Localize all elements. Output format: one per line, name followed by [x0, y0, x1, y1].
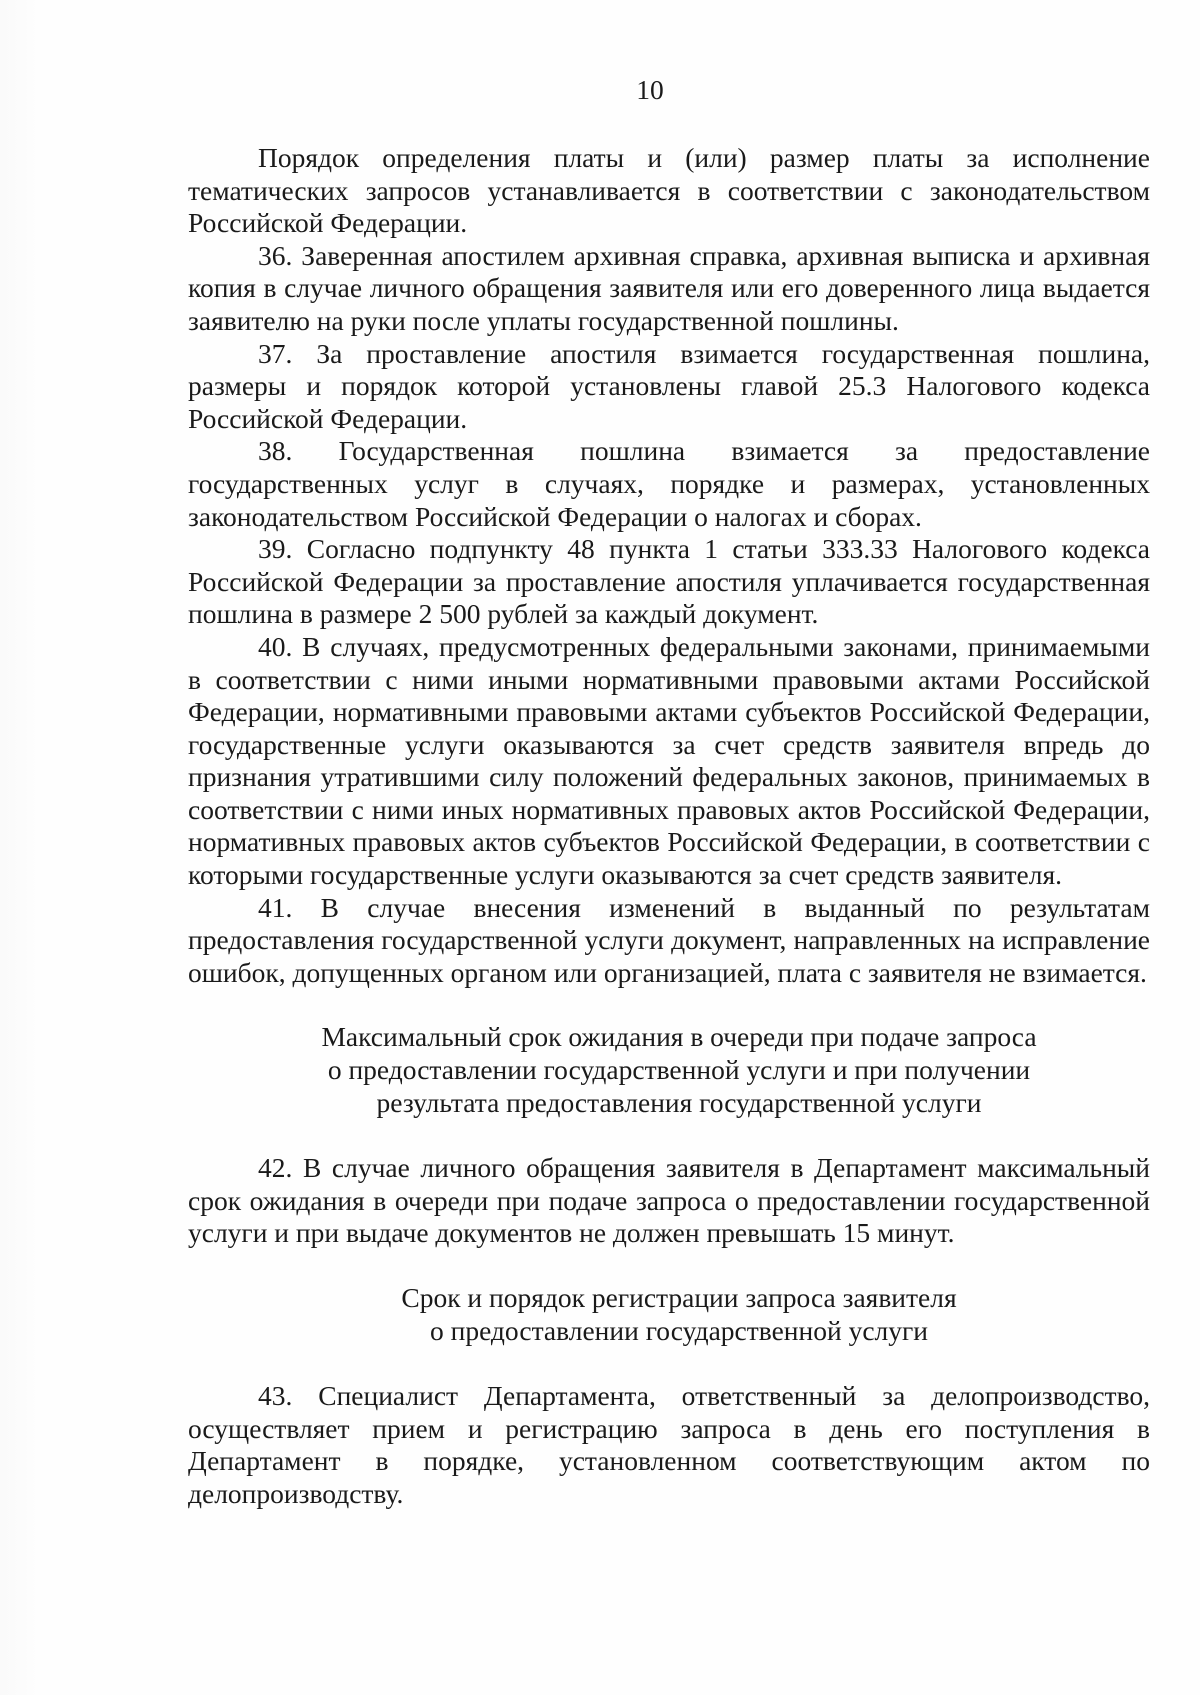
paragraph-39: 39. Согласно подпункту 48 пункта 1 статьи 333.33 Налогового кодекса Российской Федерации за проставление апостиля уплачивается государственная пошлина в размере 2 500 рублей за каждый документ. [188, 533, 1150, 630]
paragraph-41: 41. В случае внесения изменений в выданный по результатам предоставления государственной услуги документ, направленных на исправление ошибок, допущенных органом или организацией, плата с заявителя не взимается. [188, 891, 1150, 988]
paragraph-38: 38. Государственная пошлина взимается за предоставление государственных услуг в случаях, порядке и размерах, установленных законодательством Российской Федерации о налогах и сборах. [188, 435, 1150, 532]
page-number: 10 [636, 74, 664, 105]
paragraph-40: 40. В случаях, предусмотренных федеральными законами, принимаемыми в соответствии с ними иными нормативными правовыми актами Российской Федерации, нормативными правовыми актами субъектов Российской Федерации, государственные услуги оказываются за счет средств заявителя впредь до признания утратившими силу положений федеральных законов, принимаемых в соответствии с ними иных нормативных правовых актов Российской Федерации, нормативных правовых актов субъектов Российской Федерации, в соответствии с которыми государственные услуги оказываются за счет средств заявителя. [188, 630, 1150, 891]
paragraph-36: 36. Заверенная апостилем архивная справка, архивная выписка и архивная копия в случае личного обращения заявителя или его доверенного лица выдается заявителю на руки после уплаты государственной пошлины. [188, 239, 1150, 336]
paragraph-43: 43. Специалист Департамента, ответственный за делопроизводство, осуществляет прием и регистрацию запроса в день его поступления в Департамент в порядке, установленном соответствующим актом по делопроизводству. [188, 1380, 1150, 1509]
scan-edge-shadow [0, 0, 40, 1695]
paragraph-fee-order: Порядок определения платы и (или) размер платы за исполнение тематических запросов устанавливается в соответствии с законодательством Российской Федерации. [188, 142, 1150, 239]
paragraph-42: 42. В случае личного обращения заявителя в Департамент максимальный срок ожидания в очереди при подаче запроса о предоставлении государственной услуги и при выдаче документов не должен превышать 15 минут. [188, 1152, 1150, 1249]
section-heading-queue-time [188, 1021, 1150, 1119]
section-heading-registration [188, 1282, 1150, 1347]
document-body [188, 142, 1150, 1511]
heading-line: о предоставлении государственной услуги [430, 1314, 928, 1346]
heading-line: Срок и порядок регистрации запроса заявителя [401, 1282, 957, 1313]
heading-line: результата предоставления государственной услуги [376, 1086, 982, 1118]
heading-line: Максимальный срок ожидания в очереди при подаче запроса [321, 1021, 1037, 1053]
heading-line: о предоставлении государственной услуги и при получении [327, 1054, 1031, 1086]
paragraph-37: 37. За проставление апостиля взимается государственная пошлина, размеры и порядок которой установлены главой 25.3 Налогового кодекса Российской Федерации. [188, 337, 1150, 434]
